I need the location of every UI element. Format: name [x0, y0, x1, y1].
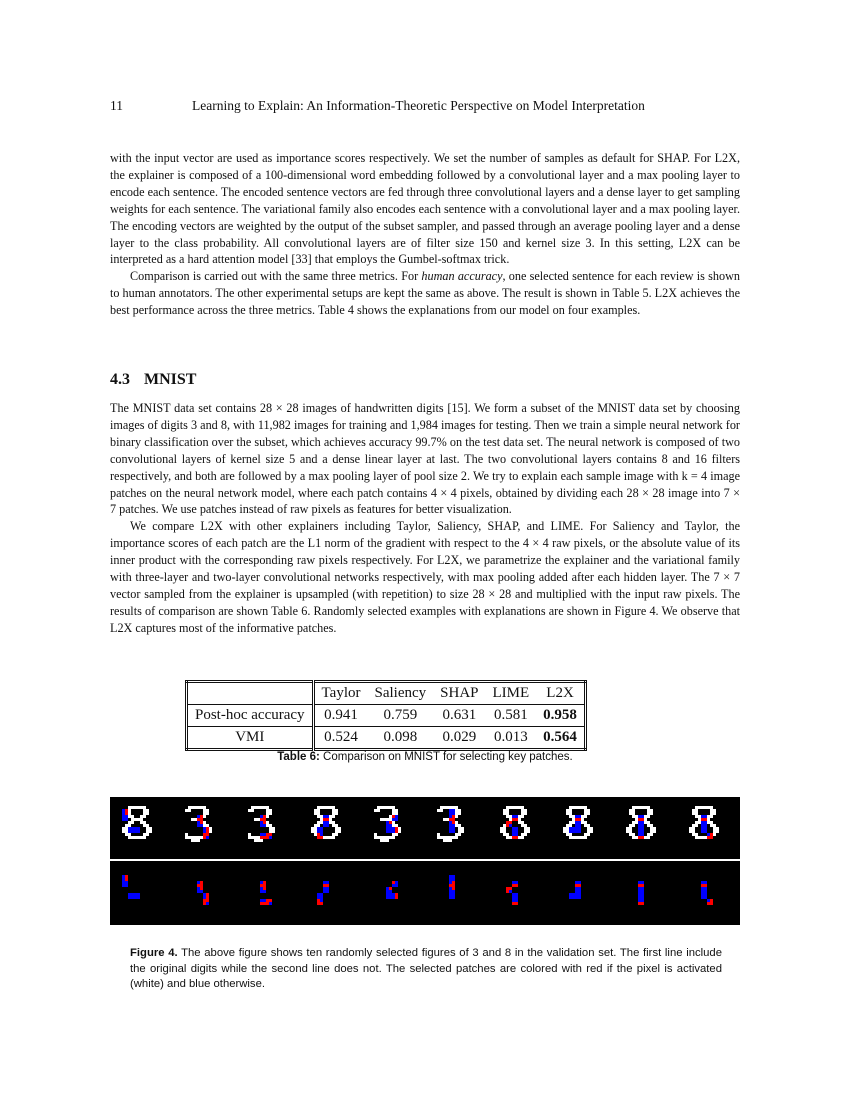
- digit-pixel: [137, 896, 140, 899]
- digit-original: [431, 803, 473, 845]
- digit-pixel: [137, 830, 140, 833]
- mnist-text: [110, 400, 740, 637]
- digit-pixel: [272, 830, 275, 833]
- digit-original: [620, 803, 662, 845]
- digit-pixel: [584, 815, 587, 818]
- digit-pixel: [647, 815, 650, 818]
- digit-pixel: [713, 833, 716, 836]
- digit-pixel: [524, 833, 527, 836]
- digit-pixel: [716, 830, 719, 833]
- digit-pixel: [149, 830, 152, 833]
- table-row: [187, 705, 586, 727]
- digit-pixel: [653, 830, 656, 833]
- table-cell: 0.759: [367, 705, 433, 727]
- paragraph-4: We compare L2X with other explainers including Taylor, Saliency, SHAP, and LIME. For Saliency and Taylor, the importance scores of each patch are the L1 norm of the gradient with respect to the 4 × 4 raw pixels, or the absolute value of its inner product with the corresponding raw pixels respectively. For L2X, we parametrize the explainer and the variational family with three-layer and two-layer convolutional networks respectively, with max pooling added after each hidden layer. The 7 × 7 vector sampled from the explainer is upsampled (with repetition) to size 28 × 28 and multiplied with the input raw pixels. The results of comparison are shown Table 6. Randomly selected examples with explanations are shown in Figure 4. We observe that L2X captures most of the informative patches.: [110, 519, 740, 635]
- table-cell: 0.524: [313, 727, 367, 750]
- digit-patches: [116, 869, 158, 911]
- digit-pixel: [335, 833, 338, 836]
- table-cell: 0.029: [433, 727, 485, 750]
- digit-pixel: [455, 836, 458, 839]
- paragraph-2: Comparison is carried out with the same three metrics. For human accuracy, one selected sentence for each review is shown to human annotators. The other experimental setups are kept the same as above. The result is shown in Table 5. L2X achieves the best performance across the three metrics. Table 4 shows the explanations from our model on four examples.: [110, 269, 740, 318]
- digit-pixel: [458, 812, 461, 815]
- digit-pixel: [206, 902, 209, 905]
- digit-pixel: [527, 830, 530, 833]
- table-row: [187, 727, 586, 750]
- digit-pixel: [146, 833, 149, 836]
- digit-pixel: [587, 812, 590, 815]
- digit-pixel: [326, 890, 329, 893]
- digit-pixel: [395, 818, 398, 821]
- section-number: 4.3: [110, 371, 130, 388]
- digit-pixel: [452, 896, 455, 899]
- digit-pixel: [647, 836, 650, 839]
- digit-pixel: [395, 833, 398, 836]
- digit-pixel: [143, 815, 146, 818]
- digit-pixel: [206, 836, 209, 839]
- digit-original: [557, 803, 599, 845]
- digit-patches: [305, 869, 347, 911]
- digit-pixel: [449, 839, 452, 842]
- digit-pixel: [209, 830, 212, 833]
- digit-pixel: [143, 836, 146, 839]
- digit-original: [494, 803, 536, 845]
- table-cell: 0.631: [433, 705, 485, 727]
- digit-pixel: [188, 809, 191, 812]
- digit-patches: [494, 869, 536, 911]
- table-caption: Table 6: Comparison on MNIST for selecting key patches.: [277, 751, 573, 763]
- results-table: [185, 680, 587, 751]
- digit-pixel: [206, 812, 209, 815]
- section-title: MNIST: [144, 371, 197, 388]
- digit-pixel: [641, 902, 644, 905]
- digit-pixel: [515, 884, 518, 887]
- paragraph-3: The MNIST data set contains 28 × 28 images of handwritten digits [15]. We form a subset of the MNIST data set by choosing images of digits 3 and 8, with 11,982 images for training and 1,984 images for testing. Then we train a simple neural network for binary classification over the subset, which achieves accuracy 99.7% on the test data set. The neural network is composed of two convolutional layers of kernel size 5 and a dense linear layer at last. The two convolutional layers contains 8 and 16 filters respectively, and both are followed by a max pooling layer of pool size 2. We try to explain each sample image with k = 4 image patches on the neural network model, where each patch contains 4 × 4 pixels, obtained by dividing each 28 × 28 image into 7 × 7 patches. We use patches instead of raw pixels as features for better visualization.: [110, 401, 740, 517]
- digit-pixel: [695, 824, 698, 827]
- digit-original: [305, 803, 347, 845]
- digit-pixel: [335, 812, 338, 815]
- digit-pixel: [515, 902, 518, 905]
- digit-pixel: [326, 824, 329, 827]
- digit-pixel: [386, 839, 389, 842]
- digit-original: [683, 803, 725, 845]
- table-header-row: [187, 682, 586, 705]
- table-col-header: SHAP: [440, 685, 479, 701]
- digit-pixel: [650, 833, 653, 836]
- table-cell: 0.581: [486, 705, 537, 727]
- digit-pixel: [398, 830, 401, 833]
- section-heading: [110, 371, 196, 389]
- digit-pixel: [710, 902, 713, 905]
- digit-pixel: [269, 836, 272, 839]
- digit-pixel: [584, 836, 587, 839]
- digit-pixel: [632, 824, 635, 827]
- table-col-header: Saliency: [374, 685, 427, 701]
- digit-pixel: [710, 836, 713, 839]
- digit-pixel: [455, 815, 458, 818]
- header-title: Learning to Explain: An Information-Theoretic Perspective on Model Interpretation: [192, 98, 645, 113]
- digit-pixel: [125, 884, 128, 887]
- digit-pixel: [650, 812, 653, 815]
- digit-pixel: [266, 815, 269, 818]
- digit-original: [242, 803, 284, 845]
- table-row-header: Post-hoc accuracy: [187, 705, 314, 727]
- digit-pixel: [269, 812, 272, 815]
- digit-patches: [368, 869, 410, 911]
- digit-pixel: [395, 884, 398, 887]
- table-col-header: Taylor: [321, 685, 361, 701]
- digit-patches: [242, 869, 284, 911]
- digit-pixel: [146, 812, 149, 815]
- digit-patches: [431, 869, 473, 911]
- digit-pixel: [590, 830, 593, 833]
- table-cell: 0.098: [367, 727, 433, 750]
- figure-row-separator: [110, 859, 740, 861]
- digit-patches: [179, 869, 221, 911]
- figure-caption: Figure 4. The above figure shows ten randomly selected figures of 3 and 8 in the validation set. The first line include the original digits while the second line does not. The selected patches are colored with red if the pixel is activated (white) and blue otherwise.: [130, 947, 722, 990]
- digit-pixel: [578, 830, 581, 833]
- digit-pixel: [578, 896, 581, 899]
- digit-pixel: [260, 839, 263, 842]
- digit-pixel: [203, 815, 206, 818]
- digit-pixel: [263, 890, 266, 893]
- table-col-header: L2X: [546, 685, 574, 701]
- digit-pixel: [377, 809, 380, 812]
- digit-pixel: [269, 902, 272, 905]
- digit-pixel: [197, 839, 200, 842]
- digit-pixel: [338, 830, 341, 833]
- digit-pixel: [332, 815, 335, 818]
- digit-pixel: [524, 812, 527, 815]
- digit-pixel: [713, 812, 716, 815]
- digit-pixel: [458, 833, 461, 836]
- digit-patches: [557, 869, 599, 911]
- table-cell: 0.958: [536, 705, 585, 727]
- digit-pixel: [131, 821, 134, 824]
- digit-original: [368, 803, 410, 845]
- digit-pixel: [320, 902, 323, 905]
- digit-pixel: [392, 836, 395, 839]
- table-cell: 0.013: [486, 727, 537, 750]
- digit-patches: [620, 869, 662, 911]
- page-number: 11: [110, 98, 123, 113]
- table-cell: 0.941: [313, 705, 367, 727]
- table-row-header: VMI: [187, 727, 314, 750]
- digit-pixel: [332, 836, 335, 839]
- mnist-figure: [110, 797, 740, 925]
- table-corner: [187, 682, 314, 705]
- digit-pixel: [461, 830, 464, 833]
- digit-original: [179, 803, 221, 845]
- intro-text: [110, 150, 740, 319]
- digit-pixel: [251, 809, 254, 812]
- table-cell: 0.564: [536, 727, 585, 750]
- paragraph-1: with the input vector are used as importance scores respectively. We set the number of samples as default for SHAP. For L2X, the explainer is composed of a 100-dimensional word embedding followed by a convolutional layer and a max pooling layer to encode each sentence. The encoded sentence vectors are fed through three convolutional layers and a dense layer to get sampling weights for each sentence. The variational family also encodes each sentence with a convolutional layer and a max pooling layer. The encoding vectors are weighted by the output of the subset sampler, and passed through an average pooling layer and a dense layer to the class probability. All convolutional layers are of filter size 150 and kernel size 3. In this setting, L2X can be interpreted as a hard attention model [33] that employs the Gumbel-softmax trick.: [110, 151, 740, 267]
- digit-pixel: [395, 896, 398, 899]
- digit-pixel: [521, 836, 524, 839]
- digit-pixel: [587, 833, 590, 836]
- digit-pixel: [440, 809, 443, 812]
- table-col-header: LIME: [492, 685, 530, 701]
- digit-patches: [683, 869, 725, 911]
- digit-pixel: [710, 815, 713, 818]
- digit-pixel: [521, 815, 524, 818]
- digit-original: [116, 803, 158, 845]
